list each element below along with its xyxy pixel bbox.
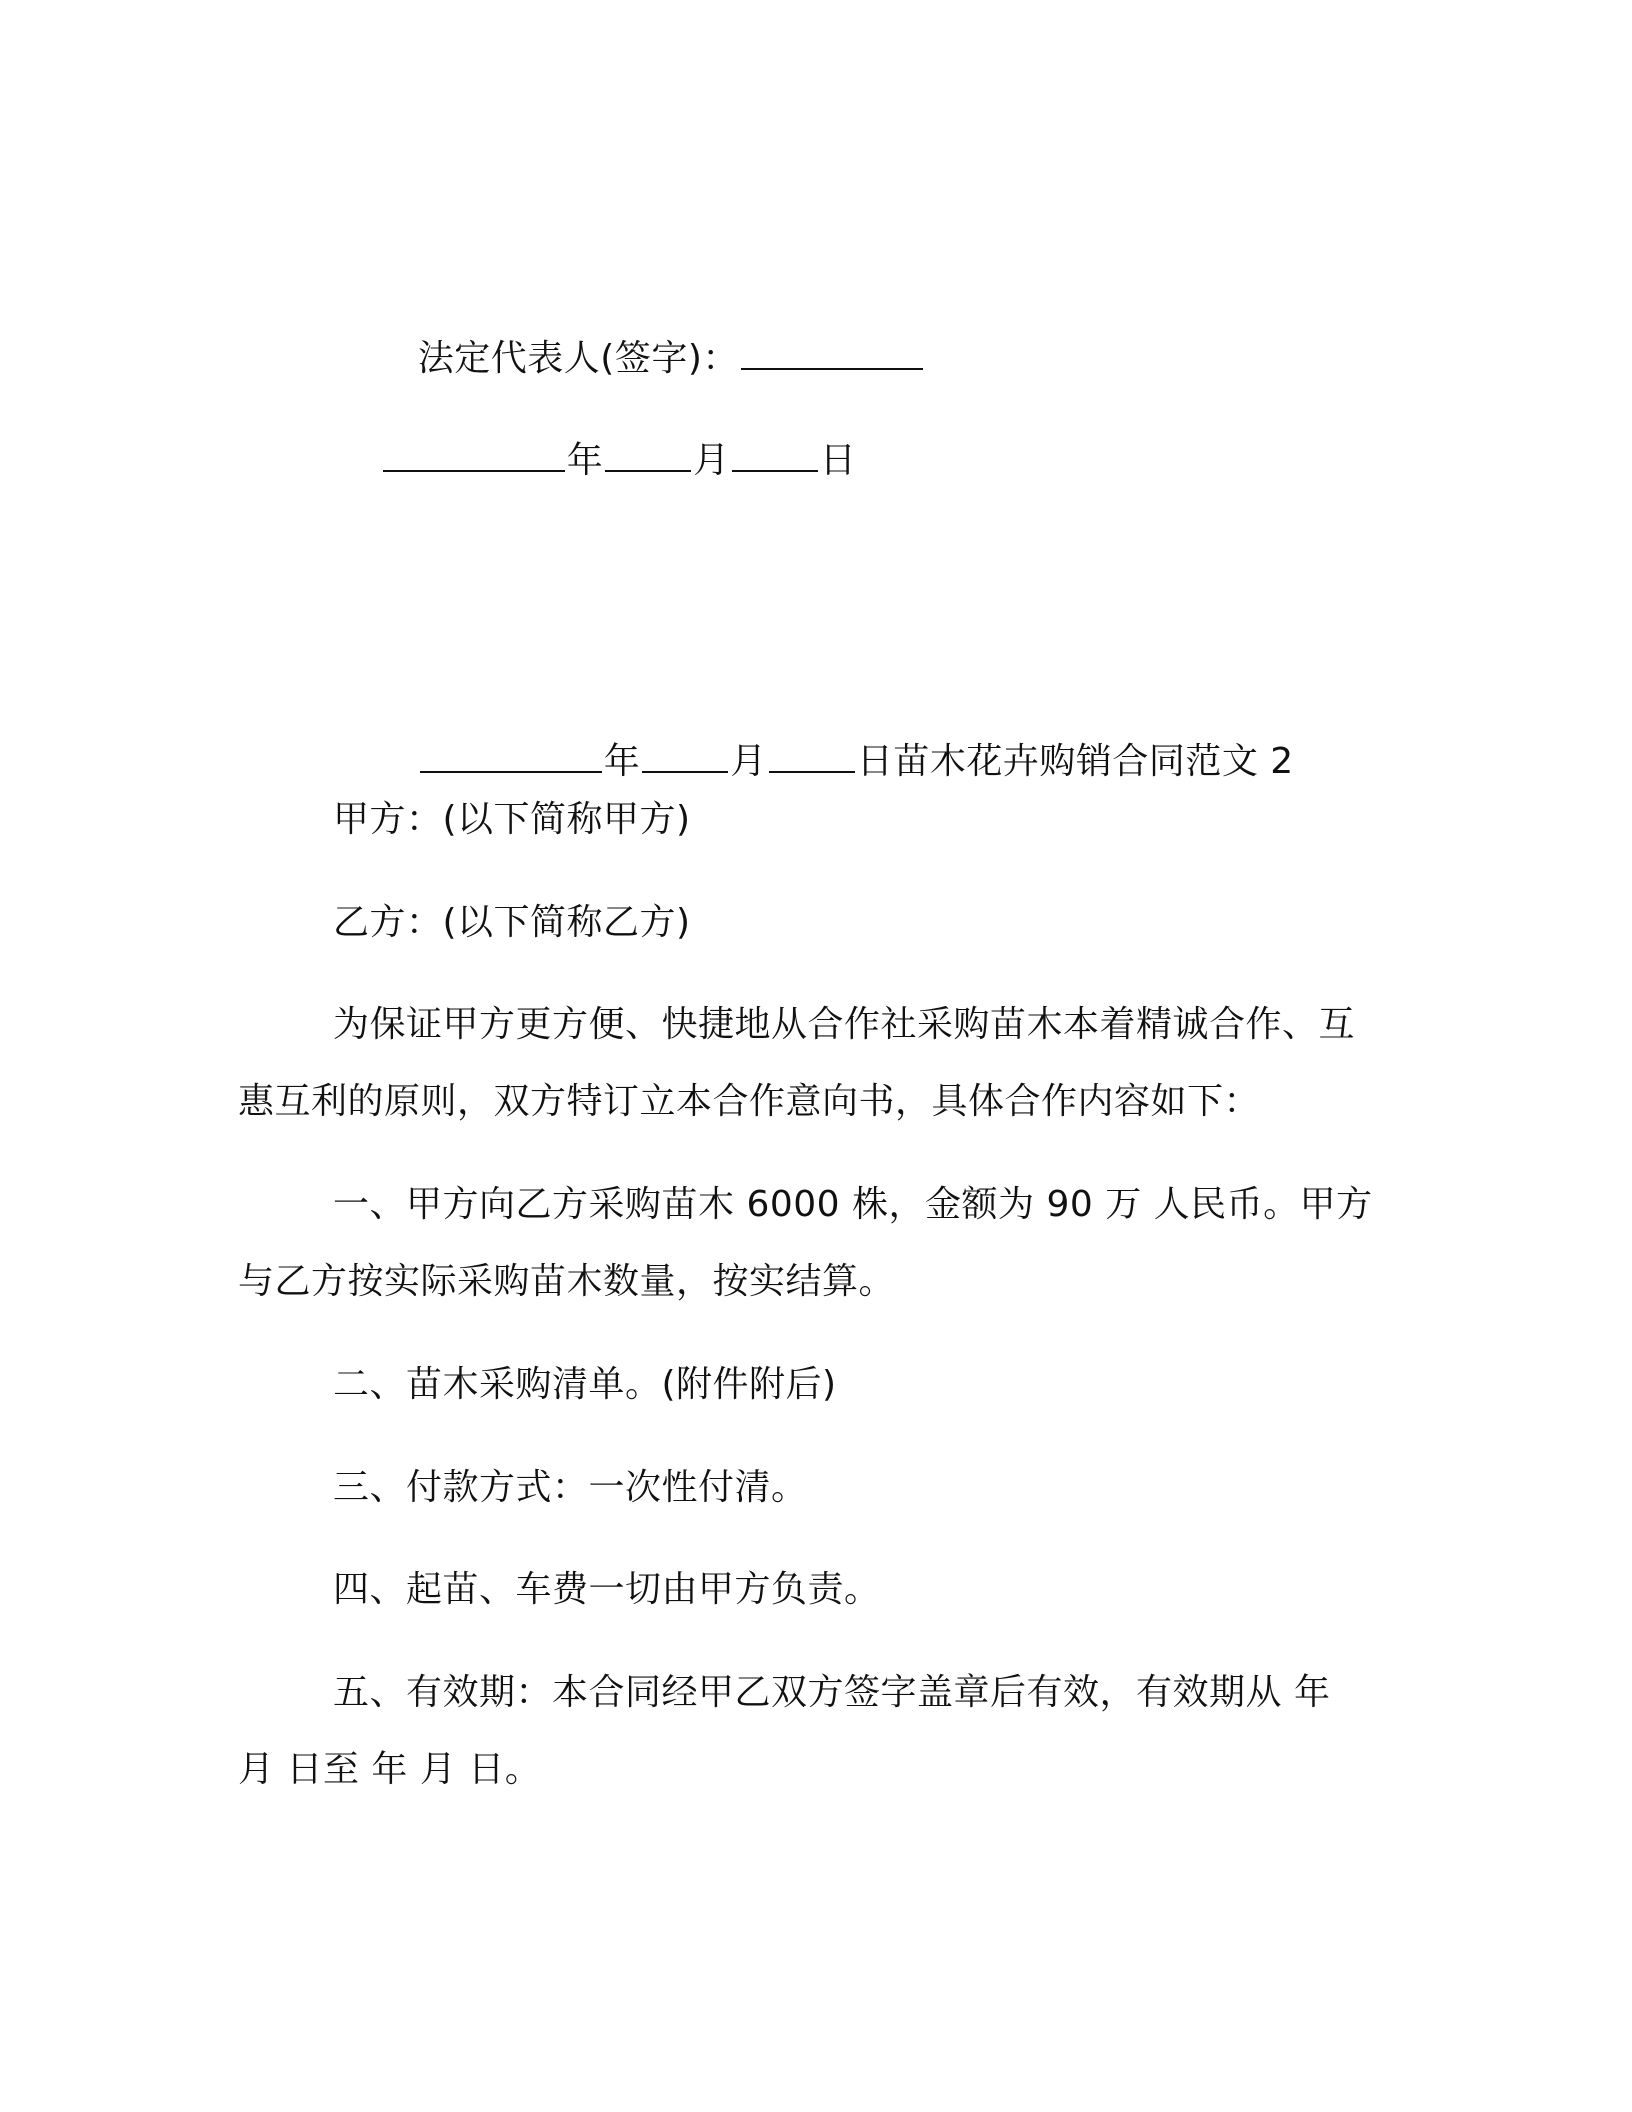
title-day-blank [769, 741, 855, 773]
title-year-label: 年 [603, 741, 641, 782]
month-blank [605, 440, 691, 472]
year-blank [383, 440, 565, 472]
intro-paragraph-line-2: 惠互利的原则，双方特订立本合作意向书，具体合作内容如下： [238, 1081, 1261, 1122]
title-rest: 日苗木花卉购销合同范文 2 [856, 741, 1294, 782]
clause-2: 二、苗木采购清单。(附件附后) [333, 1364, 837, 1405]
title-month-blank [642, 741, 728, 773]
clause-5-line-1: 五、有效期：本合同经甲乙双方签字盖章后有效，有效期从 年 [333, 1672, 1331, 1713]
legal-rep-label: 法定代表人(签字)： [417, 338, 739, 379]
signature-blank [741, 338, 923, 370]
clause-4: 四、起苗、车费一切由甲方负责。 [333, 1569, 881, 1610]
clause-3: 三、付款方式：一次性付清。 [333, 1467, 808, 1508]
day-label: 日 [819, 440, 857, 481]
title-year-blank [420, 741, 602, 773]
party-a: 甲方：(以下简称甲方) [333, 799, 691, 840]
day-blank [732, 440, 818, 472]
intro-paragraph-line-1: 为保证甲方更方便、快捷地从合作社采购苗木本着精诚合作、互 [333, 1004, 1356, 1045]
title-month-label: 月 [730, 741, 767, 782]
clause-1-line-2: 与乙方按实际采购苗木数量，按实结算。 [238, 1261, 896, 1302]
clause-1-line-1: 一、甲方向乙方采购苗木 6000 株，金额为 90 万 人民币。甲方 [333, 1184, 1373, 1225]
year-label: 年 [566, 440, 604, 481]
month-label: 月 [693, 440, 730, 481]
signature-date-line [333, 395, 856, 527]
clause-5-line-2: 月 日至 年 月 日。 [238, 1749, 542, 1790]
party-b: 乙方：(以下简称乙方) [333, 902, 691, 943]
